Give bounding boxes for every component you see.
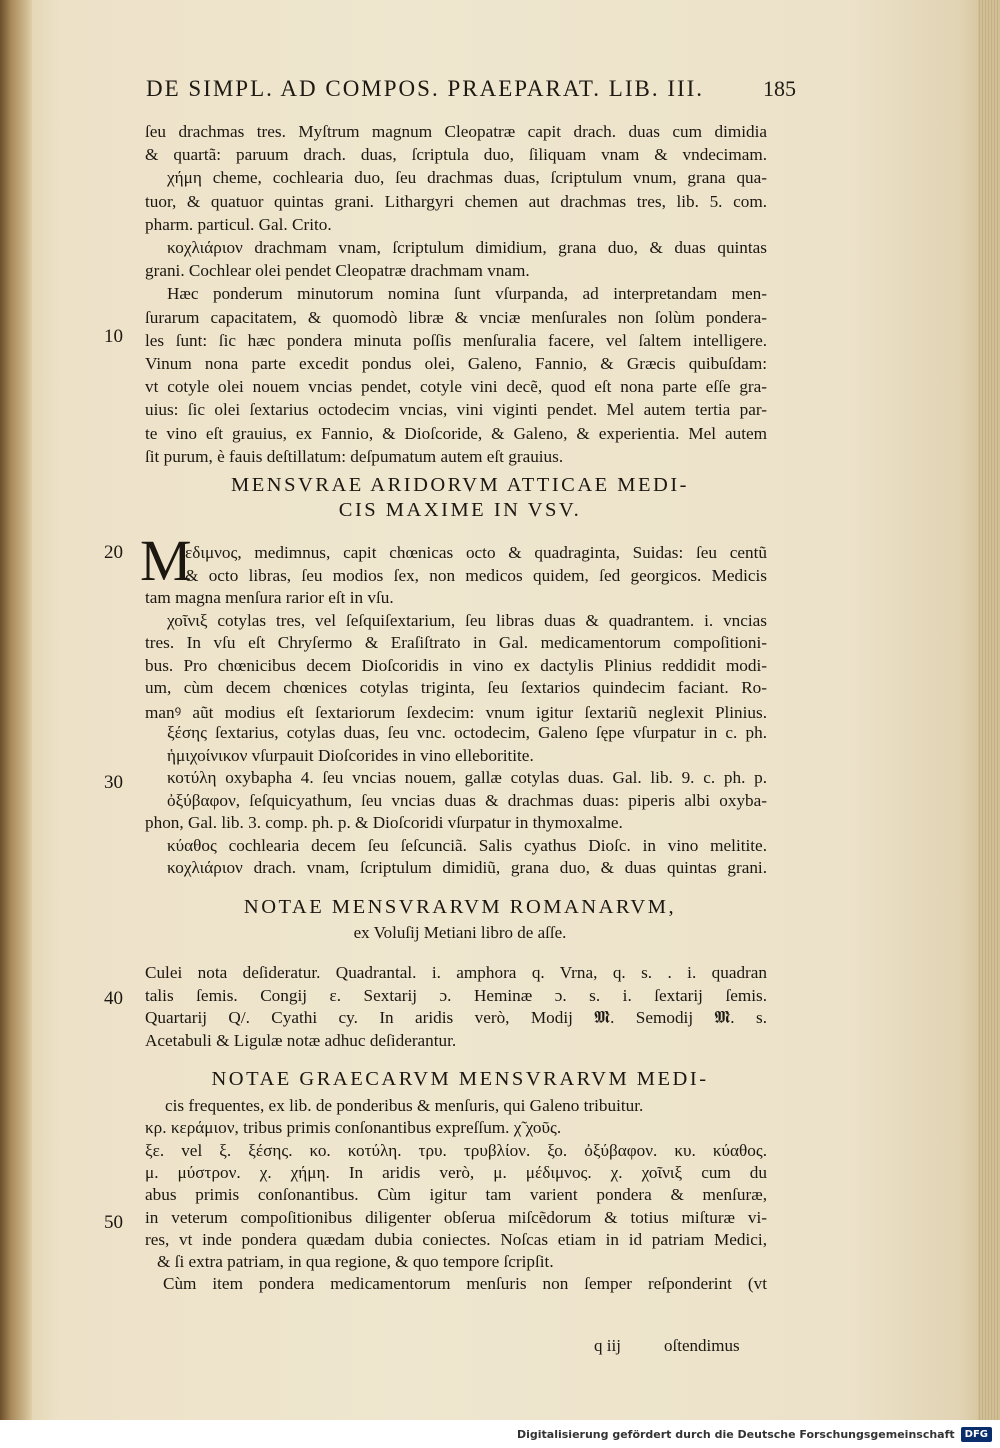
signature-mark: q iij — [594, 1336, 621, 1355]
text-line: ſurarum capacitatem, & quomodò libræ & vnciæ menſurales non ſolùm pondera- — [145, 307, 767, 327]
text-line: abus primis conſonantibus. Cùm igitur tam varient pondera & menſuræ, — [145, 1185, 767, 1205]
heading-notae-romanarum: NOTAE MENSVRARVM ROMANARVM, — [243, 896, 677, 918]
line-number-40: 40 — [104, 988, 123, 1009]
text-line: in veterum compoſitionibus diligenter obſerua miſcẽdorum & totius miſturæ vi- — [145, 1207, 767, 1227]
text-line: Hæc ponderum minutorum nomina ſunt vſurpanda, ad interpretandam men- — [167, 284, 767, 304]
text-line: Vinum nona parte excedit pondus olei, Galeno, Fannio, & Græcis quibuſdam: — [145, 354, 767, 373]
text-line: ſeu drachmas tres. Myſtrum magnum Cleopatræ capit drach. duas cum dimidia — [145, 122, 767, 141]
text-line: κοτύλη oxybapha 4. ſeu vncias nouem, gallæ cotylas duas. Gal. lib. 9. c. ph. p. — [167, 768, 767, 787]
text-line: te vino eſt grauius, ex Fannio, & Dioſcoride, & Galeno, & experientia. Mel autem — [145, 423, 767, 443]
heading-notae-graecarum: NOTAE GRAECARVM MENSVRARVM MEDI- — [211, 1068, 709, 1090]
footer-credit: Digitalisierung gefördert durch die Deutsche Forschungsgemeinschaft — [516, 1427, 955, 1441]
text-line: Cùm item pondera medicamentorum menſuris non ſemper reſponderint (vt — [163, 1274, 767, 1294]
text-line: bus. Pro chœnicibus decem Dioſcoridis in vino ex dactylis Plinius reddidit modi- — [145, 655, 767, 675]
text-line: ὀξύβαφον, ſeſquicyathum, ſeu vncias duas & drachmas duas: piperis albi oxyba- — [167, 790, 767, 810]
text-line: χοῖνιξ cotylas tres, vel ſeſquiſextarium, ſeu libras duas & quadrantem. i. vncias — [167, 610, 767, 630]
line-number-50: 50 — [104, 1212, 123, 1233]
catchword: oſtendimus — [664, 1336, 740, 1355]
text-line: κοχλιάριον drachmam vnam, ſcriptulum dimidium, grana duo, & duas quintas — [167, 238, 767, 257]
heading-line: CIS MAXIME IN VSV. — [338, 499, 582, 521]
text-line: talis ſemis. Congij ε. Sextarij ɔ. Heminæ ɔ. s. i. ſextarij ſemis. — [145, 985, 767, 1005]
running-head-title: DE SIMPL. AD COMPOS. PRAEPARAT. LIB. III. — [146, 76, 705, 101]
text-line: ἡμιχοίνικον vſurpauit Dioſcorides in vino elleboritite. — [167, 745, 534, 765]
text-line: εδιμνος, medimnus, capit chœnicas octo & quadraginta, Suidas: ſeu centũ — [185, 543, 767, 562]
subheading-volusius: ex Voluſij Metiani libro de aſſe. — [353, 923, 567, 942]
text-line: κοχλιάριον drach. vnam, ſcriptulum dimidiũ, grana duo, & duas quintas grani. — [167, 858, 767, 877]
heading-line: MENSVRAE ARIDORVM ATTICAE MEDI- — [231, 474, 689, 496]
text-line: phon, Gal. lib. 3. comp. ph. p. & Dioſcoridi vſurpatur in thymoxalme. — [145, 813, 623, 832]
page-number: 185 — [763, 76, 796, 101]
text-line: pharm. particul. Gal. Crito. — [145, 214, 332, 234]
text-line: Acetabuli & Ligulæ notæ adhuc deſiderantur. — [145, 1030, 457, 1050]
text-line: tam magna menſura rarior eſt in vſu. — [145, 588, 394, 607]
text-line: tuor, & quatuor quintas grani. Lithargyri chemen aut drachmas tres, lib. 5. com. — [145, 191, 767, 211]
text-line: um, cùm decem chœnices cotylas triginta, ſeu ſextarios quindecim faciant. Ro- — [145, 678, 767, 697]
text-line: grani. Cochlear olei pendet Cleopatræ drachmam vnam. — [145, 261, 530, 281]
text-line: & ſi extra patriam, in qua regione, & quo tempore ſcripſit. — [157, 1252, 554, 1272]
facing-page-edge — [0, 0, 32, 1420]
text-line: Culei nota deſideratur. Quadrantal. i. amphora q. Vrna, q. s. . i. quadran — [145, 963, 767, 982]
text-line: cis frequentes, ex lib. de ponderibus & menſuris, qui Galeno tribuitur. — [165, 1096, 644, 1115]
text-line: Quartarij Q/. Cyathi cy. In aridis verò, Modij 𝕸. Semodij 𝕸. s. — [145, 1008, 767, 1027]
text-line: ξε. vel ξ. ξέσης. κο. κοτύλη. τρυ. τρυβλίον. ξο. ὀξύβαφον. κυ. κύαθος. — [145, 1140, 767, 1160]
text-line: ξέσης ſextarius, cotylas duas, ſeu vnc. octodecim, Galeno ſępe vſurpatur in c. ph. — [167, 723, 767, 742]
text-line: vt cotyle olei nouem vncias pendet, cotyle vini decẽ, quod eſt nona parte eſſe gra- — [145, 377, 767, 397]
text-line: κρ. κεράμιον, tribus primis conſonantibus expreſſum. χ̃ χοῦς. — [145, 1118, 562, 1138]
footer-bar — [0, 1420, 1000, 1448]
text-line: χήμη cheme, cochlearia duo, ſeu drachmas duas, ſcriptulum vnum, grana qua- — [167, 168, 767, 188]
text-line: & quartã: paruum drach. duas, ſcriptula duo, ſiliquam vnam & vndecimam. — [145, 145, 767, 165]
drop-capital: M — [140, 528, 192, 593]
text-line: manꝰ aũt modius eſt ſextariorum ſexdecim: vnum igitur ſextariũ neglexit Plinius. — [145, 702, 767, 722]
text-line: les ſunt: ſic hæc pondera minuta poſſis menſuralia facere, vel ſaltem intelligere. — [145, 330, 767, 350]
text-line: tres. In vſu eſt Chryſermo & Eraſiſtrato in Gal. medicamentorum compoſitioni- — [145, 633, 767, 652]
text-line: ſit purum, è fauis deſtillatum: deſpumatum autem eſt grauius. — [145, 446, 564, 466]
text-line: μ. μύστρον. χ. χήμη. In aridis verò, μ. μέδιμνος. χ. χοῖνιξ cum du — [145, 1162, 767, 1182]
line-number-20: 20 — [104, 542, 123, 563]
text-line: uius: ſic olei ſextarius octodecim vncias, vini viginti pendet. Mel autem tertia par- — [145, 400, 767, 420]
text-line: κύαθος cochlearia decem ſeu ſeſcunciã. Salis cyathus Dioſc. in vino melitite. — [167, 835, 767, 855]
page-stack-edge — [978, 0, 1000, 1420]
line-number-10: 10 — [104, 326, 123, 347]
text-line: & octo libras, ſeu modios ſex, non medicos quidem, ſed georgicos. Medicis — [185, 565, 767, 585]
dfg-logo: DFG — [961, 1427, 992, 1442]
text-line: res, vt inde pondera quædam dubia coniectes. Noſcas etiam in id patriam Medici, — [145, 1229, 767, 1249]
running-head — [146, 76, 796, 102]
line-number-30: 30 — [104, 772, 123, 793]
